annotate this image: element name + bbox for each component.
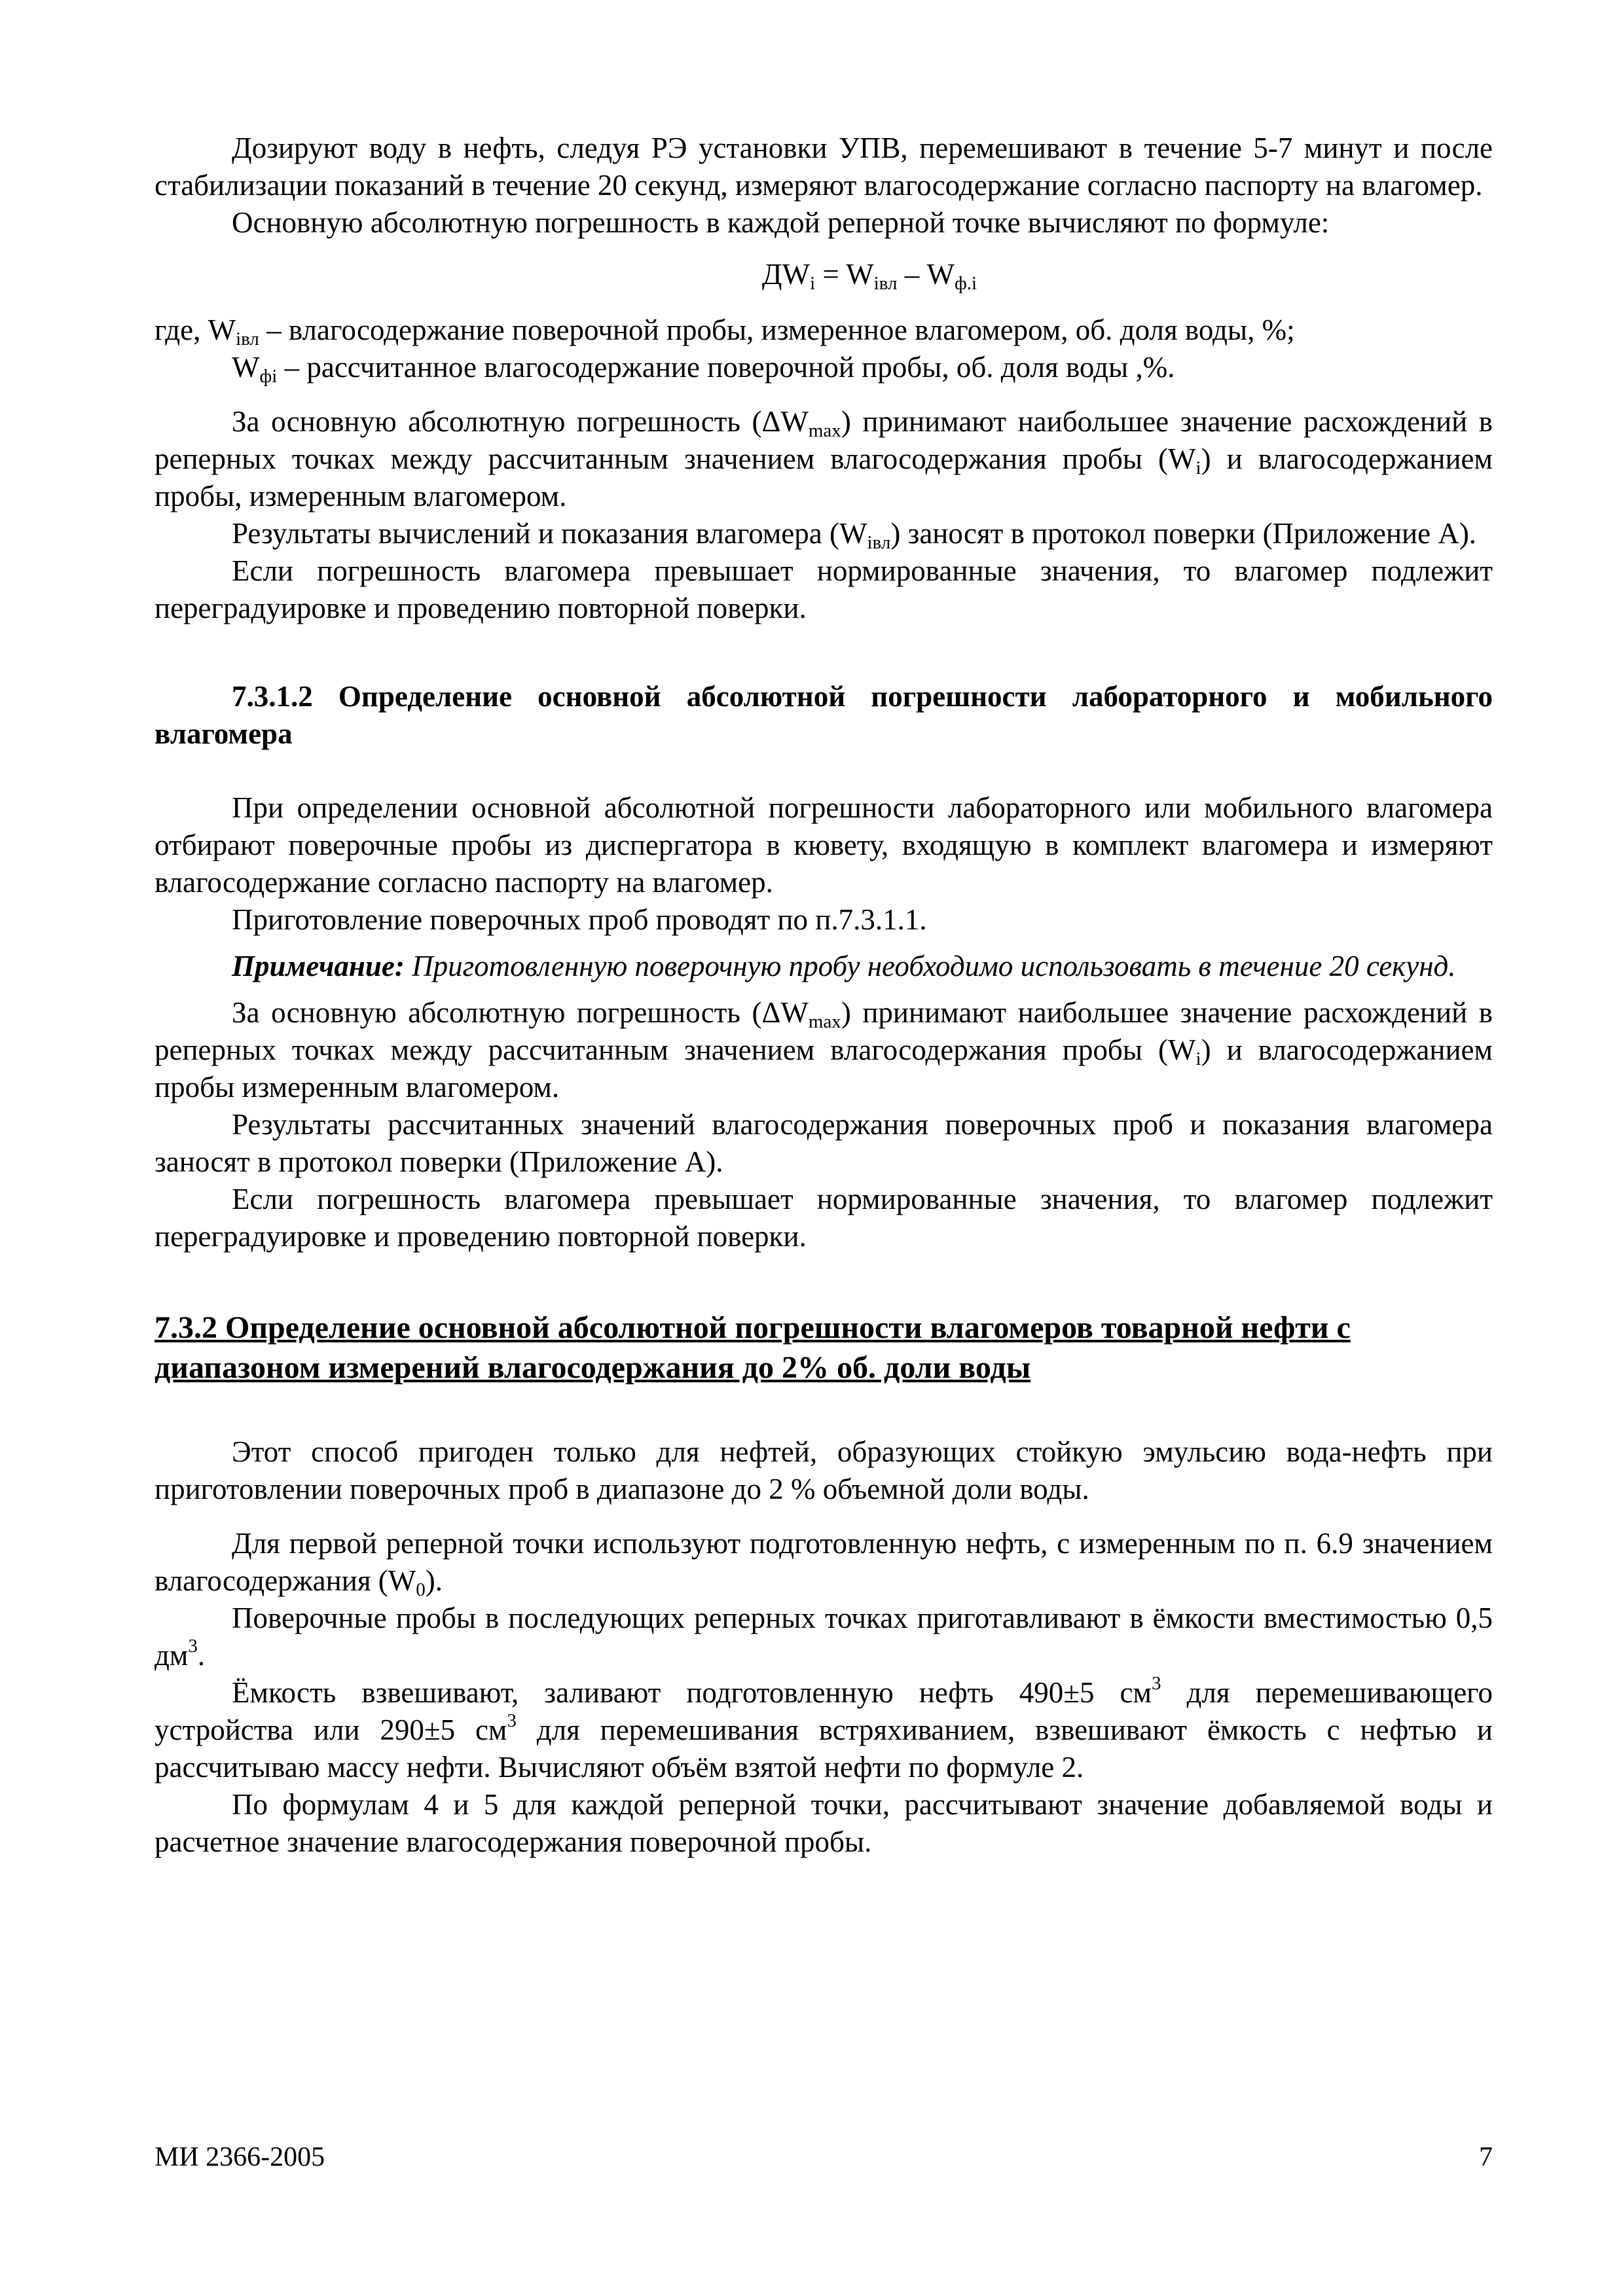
paragraph-regrade-2: Если погрешность влагомера превышает нормированные значения, то влагомер подлежит переградуировке и проведению повторной поверки. <box>155 1183 1493 1253</box>
paragraph-weighing: Ёмкость взвешивают, заливают подготовленную нефть 490±5 $см^3$ для перемешивающего устройства или 290±5 $см^3$ для перемешивания встряхиванием, взвешивают ёмкость с нефтью и рассчитываю массу нефти. Вычисляют объём взятой нефти по формуле 2. <box>155 1673 1493 1784</box>
paragraph-max-error-2: За основную абсолютную погрешность $(\Delta W_{max})$ принимают наибольшее значение расхождений в реперных точках между рассчитанным значением влагосодержания пробы $(W_i)$ и влагосодержанием пробы измеренным влагомером. <box>155 996 1493 1103</box>
note-text: Приготовленную поверочную пробу необходимо использовать в течение 20 секунд. <box>404 950 1456 982</box>
where-line-2: $W_{фi}$ – рассчитанное влагосодержание поверочной пробы, об. доля воды ,%. <box>232 351 1175 387</box>
paragraph-results-1: Результаты вычислений и показания влагомера $(W_{iвл})$ заносят в протокол поверки (Приложение А). <box>232 517 1477 553</box>
where-line-1: где, $W_{iвл}$ – влагосодержание поверочной пробы, измеренное влагомером, об. доля воды, %; <box>155 314 1295 350</box>
formula-abs-error: $ДW_i = W_{iвл} - W_{ф.i}$ <box>761 258 977 294</box>
paragraph-lab-mobile: При определении основной абсолютной погрешности лабораторного или мобильного влагомера отбирают поверочные пробы из диспергатора в кювету, входящую в комплект влагомера и измеряют влагосодержание согласно паспорту на влагомер. <box>155 791 1493 899</box>
paragraph-preparation: Приготовление поверочных проб проводят по п.7.3.1.1. <box>232 903 927 936</box>
paragraph-dosing: Дозируют воду в нефть, следуя РЭ установки УПВ, перемешивают в течение 5-7 минут и после стабилизации показаний в течение 20 секунд, измеряют влагосодержание согласно паспорту на влагомер. <box>155 132 1493 202</box>
note-label: Примечание: <box>232 950 405 982</box>
heading-7-3-2: 7.3.2 Определение основной абсолютной погрешности влагомеров товарной нефти с диапазоном измерений влагосодержания до 2% об. доли воды <box>155 1310 1351 1385</box>
document-id: МИ 2366-2005 <box>155 2142 325 2172</box>
heading-7-3-1-2: 7.3.1.2 Определение основной абсолютной погрешности лабораторного и мобильного влагомера <box>155 680 1493 750</box>
paragraph-formula-intro: Основную абсолютную погрешность в каждой реперной точке вычисляют по формуле: <box>232 206 1330 239</box>
paragraph-first-point: Для первой реперной точки используют подготовленную нефть, с измеренным по п. 6.9 значением влагосодержания $(W_0)$. <box>155 1527 1493 1600</box>
paragraph-next-points: Поверочные пробы в последующих реперных точках приготавливают в ёмкости вместимостью 0,5 $дм^3$. <box>155 1602 1493 1672</box>
document-body <box>155 130 1493 1861</box>
paragraph-formulas-4-5: По формулам 4 и 5 для каждой реперной точки, рассчитывают значение добавляемой воды и расчетное значение влагосодержания поверочной пробы. <box>155 1788 1493 1858</box>
paragraph-regrade-1: Если погрешность влагомера превышает нормированные значения, то влагомер подлежит переградуировке и проведению повторной поверки. <box>155 554 1493 624</box>
paragraph-max-error-1: За основную абсолютную погрешность $(\Delta W_{max})$ принимают наибольшее значение расхождений в реперных точках между рассчитанным значением влагосодержания пробы $(W_i)$ и влагосодержанием пробы, измеренным влагомером. <box>155 405 1493 512</box>
paragraph-method-scope: Этот способ пригоден только для нефтей, образующих стойкую эмульсию вода-нефть при приготовлении поверочных проб в диапазоне до 2 % объемной доли воды. <box>155 1435 1493 1505</box>
page-number: 7 <box>1479 2142 1493 2172</box>
note-paragraph <box>155 948 1493 985</box>
paragraph-results-2: Результаты рассчитанных значений влагосодержания поверочных проб и показания влагомера заносят в протокол поверки (Приложение А). <box>155 1108 1493 1178</box>
